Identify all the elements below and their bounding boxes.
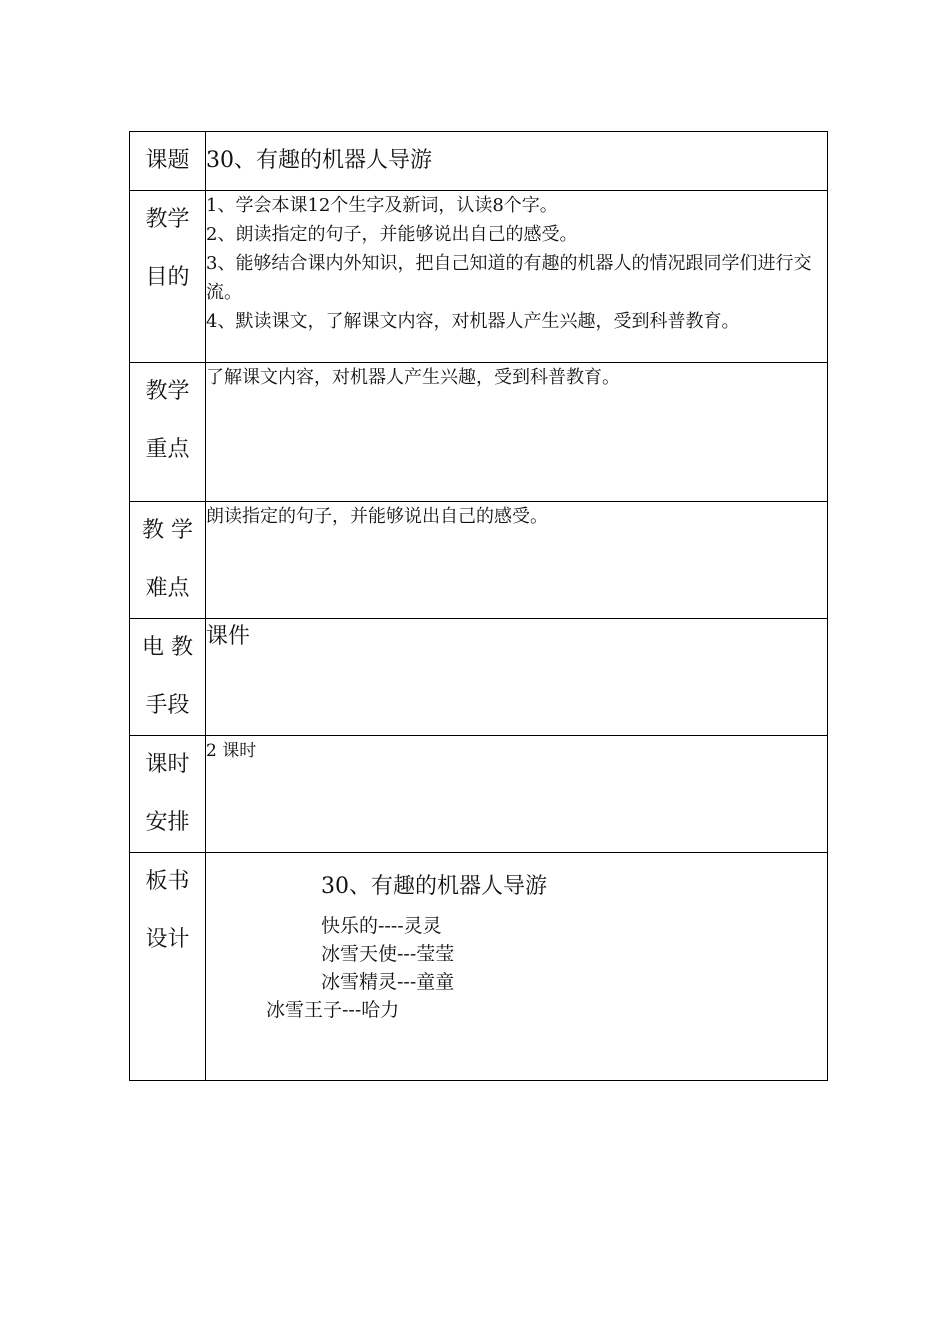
row-difficulties <box>130 502 828 619</box>
board-line: 冰雪王子---哈力 <box>266 999 400 1021</box>
board-line: 冰雪精灵---童童 <box>321 971 455 993</box>
objectives-label <box>130 191 206 363</box>
key-points-label <box>130 363 206 502</box>
objectives-content <box>206 191 828 363</box>
schedule-label-line1: 课时 <box>145 752 190 777</box>
key-points-content: 了解课文内容，对机器人产生兴趣，受到科普教育。 <box>206 363 828 502</box>
lesson-plan-table <box>129 131 828 1081</box>
objective-item: 4、默读课文，了解课文内容，对机器人产生兴趣，受到科普教育。 <box>206 311 740 332</box>
difficulties-label-line1: 教 学 <box>142 518 193 543</box>
objective-item: 2、朗读指定的句子，并能够说出自己的感受。 <box>206 224 578 245</box>
board-label <box>130 853 206 1081</box>
media-label-line1: 电 教 <box>142 635 193 660</box>
difficulties-label-line2: 难点 <box>145 576 190 601</box>
schedule-label-line2: 安排 <box>145 810 190 835</box>
objective-item: 3、能够结合课内外知识，把自己知道的有趣的机器人的情况跟同学们进行交流。 <box>206 253 812 303</box>
row-board-design <box>130 853 828 1081</box>
objectives-label-line1: 教学 <box>145 207 190 232</box>
topic-label-text: 课题 <box>145 148 190 173</box>
key-points-label-line1: 教学 <box>145 379 190 404</box>
board-line: 快乐的----灵灵 <box>321 915 442 937</box>
media-content: 课件 <box>206 619 828 736</box>
topic-label <box>130 132 206 191</box>
media-label <box>130 619 206 736</box>
board-line: 冰雪天使---莹莹 <box>321 943 455 965</box>
schedule-label <box>130 736 206 853</box>
objectives-label-line2: 目的 <box>145 265 190 290</box>
board-content <box>206 853 828 1081</box>
row-topic <box>130 132 828 191</box>
difficulties-label <box>130 502 206 619</box>
board-title: 30、有趣的机器人导游 <box>321 874 547 899</box>
objective-item: 1、学会本课12个生字及新词，认读8个字。 <box>206 195 558 216</box>
row-schedule <box>130 736 828 853</box>
row-media <box>130 619 828 736</box>
lesson-title: 30、有趣的机器人导游 <box>206 132 828 191</box>
row-key-points <box>130 363 828 502</box>
board-label-line1: 板书 <box>145 869 190 894</box>
difficulties-content: 朗读指定的句子，并能够说出自己的感受。 <box>206 502 828 619</box>
key-points-label-line2: 重点 <box>145 437 190 462</box>
schedule-content: 2 课时 <box>206 736 828 853</box>
board-label-line2: 设计 <box>145 927 190 952</box>
media-label-line2: 手段 <box>145 693 190 718</box>
row-objectives <box>130 191 828 363</box>
